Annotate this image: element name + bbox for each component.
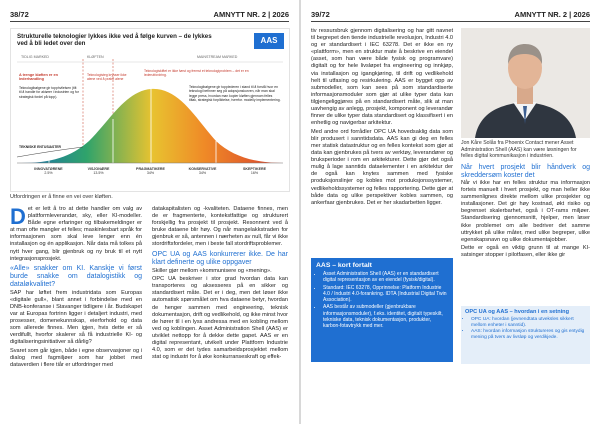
left-page [0, 0, 299, 424]
left-column-1 [10, 206, 142, 371]
stage-innovators [21, 167, 76, 175]
drop-cap: D [10, 204, 26, 229]
paragraph-datakvalitet: datakapitalisten og -kvaliteten. Dataene finnes, men de er fragmenterte, kontekstfattige og strukturert forskjellig fra prosjekt til prosjekt. Resonnent ved å bruke dataene blir høy. Og når mangelakkstraden for gjenbruk er så, antennen i nærheten av null, får vi ikke stordriftsfordeler, men i beste fall stordriftsproblemer. [152, 206, 288, 248]
aas-fact-box [311, 258, 453, 362]
magazine-title: AMNYTT NR. 2 | 2026 [213, 10, 289, 19]
intro-paragraph [10, 206, 142, 263]
right-page [301, 0, 600, 424]
paragraph-ai-pilots: Dette er også en viktig grunn til at mange KI-satsinger stopper i pilotfasen, eller ikke gir [461, 245, 590, 259]
note-right: Teknologiskiftet er ikke først og fremst et teknologiproblem – det er en lederutfordring. [144, 69, 249, 78]
market-label-early: TIDLIG MARKED [21, 55, 49, 59]
stage-percent: 16% [250, 171, 259, 175]
note-leadership: A trenge kløften er en lederhandling [19, 73, 58, 82]
figure-caption: Utfordringen er å finne en vei over kløften. [10, 194, 113, 200]
market-label-mainstream: MAINSTREAM MARKED [197, 55, 238, 59]
photo-caption: Jon Kåre Solås fra Phoenix Contact mener Asset Administration Shell (AAS) kan være løsningen for felles digital kommunikasjon i industrien. [461, 140, 577, 159]
market-label-chasm: KLØFTEN [87, 55, 104, 59]
chasm-label: TEKNISKE ENTUSIASTER [19, 145, 62, 149]
stage-percent: 34% [198, 171, 207, 175]
subheading-opcua-aas: OPC UA og AAS konkurrerer ikke. De har klart definerte og ulike oppgaver [152, 250, 288, 266]
stage-conservatives [175, 167, 230, 175]
list-item: • AAS: hvordan informasjon struktureres og gis entydig mening på tvers av livsløp og verdikjede. [471, 329, 586, 341]
adoption-curve-infographic [10, 28, 290, 192]
paragraph-aas-intro: tiv ressursbruk gjennom digitalisering og har gitt navnet til begrepet den tiende industrielle revolusjon, Industri 4.0 og er standardisert i IEC 63278. Det er ikke en ny «plattform», men en struktur mate å beskrive en eiendel (asset, som han være både fysisk og programvare) digitalt og for hele livsløpet fra engineering og innkjøp, via installasjon og igangkjøring, til drift og vedlikehold helt til utfasing og resirkulering. AAS er bygget opp av submodeller, som kan sees på som standardiserte informasjonsmoduler som gjør at ulike typer data kan tilgjengeliggjøres på en standardisert måte, slik at man uavhengig av anlegg, prosjekt, komponent og leverandør finner de ulike typer data standardisert og klassifisert i en enhetlig og navigerbar arkitektur. [311, 28, 453, 127]
magazine-title: AMNYTT NR. 2 | 2026 [514, 10, 590, 19]
note-left: Teknologibølgene gir topphvilelsen (tilt til å handle for aktører i industrien og for strategisk fordel på topp). [19, 86, 79, 99]
fact-box-title: AAS – kort fortalt [316, 262, 372, 269]
note-middle: Teknologisteg krysser ikke alene ved å pratet alene [87, 73, 127, 82]
stage-name: INNOVATØRENE [34, 167, 63, 171]
stage-name: SKEPTIKERE [243, 167, 266, 171]
infographic-title: Strukturelle teknologier lykkes ikke ved å følge kurven – de lykkes ved å bli ledet over den [17, 33, 212, 48]
list-item: • Asset Administration Shell (AAS) er en standardisert digital representasjon av en eiendel (fysisk/digital). [323, 271, 448, 284]
header-rule [10, 21, 289, 22]
page-number: 39/72 [311, 10, 330, 19]
stage-pragmatists [123, 167, 178, 175]
opcua-aas-summary-box [461, 306, 590, 364]
summary-list [465, 317, 586, 341]
subheading-ai: «Alle» snakker om KI. Kanskje vi først burde snakke om datalogistikk og dataløkvalitet? [10, 264, 142, 288]
subheading-handcraft: Når hvert prosjekt blir håndverk og skreddersøm koster det [461, 164, 590, 179]
stage-name: VISJONÆRE [87, 167, 110, 171]
list-item: • AAS består av submodeller (gjenbrukbare informasjonsmoduler), f.eks. identitet, digitalt typeskilt, tekniske data, teknisk dokumentasjon, produkter, karbon-fotavtrykk med mer. [323, 304, 448, 329]
stage-skeptics [227, 167, 282, 175]
stage-name: PRAGMATIKERE [136, 167, 165, 171]
left-column-2 [152, 206, 288, 363]
aas-logo: AAS [254, 33, 284, 49]
header-rule [311, 21, 590, 22]
paragraph-answer: Svaret som går igjen, både i egne observasjoner og i dialog med fagmiljøer som har jobbet med dataverdien i flere tiår er utfordringer med [10, 348, 142, 369]
portrait-photo [461, 28, 590, 138]
intro-text: et er lett å tro at dette handler om valg av plattformleverandør, sky, eller KI-modeller. Både egne erfaringer og tilbakemeldinger er at man ofte mangler et felles; maskinlesbart språk for informasjonen som skal leve lenger enn én installasjon og én applikasjon. Når data må tolkes på nytt hver gang, blir gjenbruk og ny bruk til et nytt integrasjonsprosjekt. [10, 206, 142, 262]
person-silhouette-icon [461, 28, 590, 138]
right-column-2 [461, 164, 590, 261]
paragraph-manual-work: Når vi ikke har en felles struktur ma informasjon forteis manuelt i hvert prosjekt, og man heller ikke sammenlignes direkte mellom ulike prosjekter og installasjoner. Det gir høy kostnad, økt risiko og begrenset skalerbarhet, også i OT-rams miljøer. Standardisering gjennomsnitt, hjelper, men løser ikke problemet om alle bedriver det samme uttrykket på ulike måter, med ulike begreper, ulike egenskapsnavn og ulike dokumentajobber. [461, 180, 590, 243]
stage-percent: 13.5% [93, 171, 104, 175]
summary-title: OPC UA og AAS – hvordan i en setning [465, 309, 570, 315]
stage-percent: 2.5% [44, 171, 53, 175]
fact-box-list [316, 271, 448, 330]
right-column-1 [311, 28, 453, 208]
paragraph-opcua-vs-aas: Med andre ord forrådler OPC UA hovedsaklig data som blir produsert i sanntidsdata. AAS kan gi deg en felles mer statisk datastruktur og en felles kontekst som gjør at data kan gjenbrukes på tvers av verktøy, leverandører og bruksperioder i rom en arkitekturer. Dette gjør det også mulig å lage sanntids dataelementer i en arkitektur der de også kan knytes sammen med fysiske produksjonslinjer og kobles mot produksjonssystemer, vedlikeholdssystemer og felles rapportering. Dette gjør at både data og ulike perspektiver kobles sammen, og ankerfaar gjenbrukes. Det er her skadarbetten ligger. [311, 128, 453, 206]
list-item: • OPC UA: hvordan (jevnendtata utveksles sikkert mellom enheter i sanntid). [471, 317, 586, 329]
list-item: • Standard: IEC 63278, Opprinnelse: Platform Industrie 4.0 / Industri 4.0-forankring. IDTA (Industrial Digital Twin Association). [323, 285, 448, 304]
stage-visionaries [71, 167, 126, 175]
stage-name: KONSERVATIVE [188, 167, 217, 171]
paragraph-sap: SAP har løftet frem industridata som Europas «digitale gull», blant annet i forbindelse med en DNB-konferanse i Stavanger tidligere i år. Budskapet var at Europas fortrinn ligger i detaljert industri, med prosesser, domenekunnskap, eierforhold og data som allerede finnes. Men igjen, hvis dette er så verdifullt, hvorfor skalerer så få industrielle KI- og digitaliseringsinitiativer så dårlig? [10, 289, 142, 346]
page-number: 38/72 [10, 10, 29, 19]
right-page-header [311, 8, 590, 22]
left-page-header [10, 8, 289, 22]
paragraph-skiller: Skiller gjør mellom «kommunisere og «mening». [152, 267, 272, 274]
note-right-detail: Teknologibølgene gir topplederen i stand til å forstå hvor en teknologi befinner seg på adopsjonskurven, når man skal legge press, hvordan man kopier kløften gjennom felles tiltak, strategisk forpliktelse, tverrfor. modelly implementering. [189, 85, 281, 103]
stage-percent: 34% [146, 171, 155, 175]
paragraph-opcua: OPC UA beskriver i stor grad hvordan data kan transporteres og aksesseres på en sikker og standardisert måte. Det er i deg, men det løser ikke automatisk spørsmålet om hva dataene betyr, hvordan de henger sammen med engineering, teknisk dokumentasjon, drift og vedlikehold, og ikke minst hvor de hører til i en lyss andressa med en kobling mellom ved og koblingen. Asset Administration Shell (AAS) er utviklet nettopp for å dekke dette gapet. AAS er en digital representant, utvikelt under Plattform Industrie 4.0, som er det tydes samarbeidsprosjektet mellom stat og industri for å øke konkurranseskraft og effek- [152, 276, 288, 361]
